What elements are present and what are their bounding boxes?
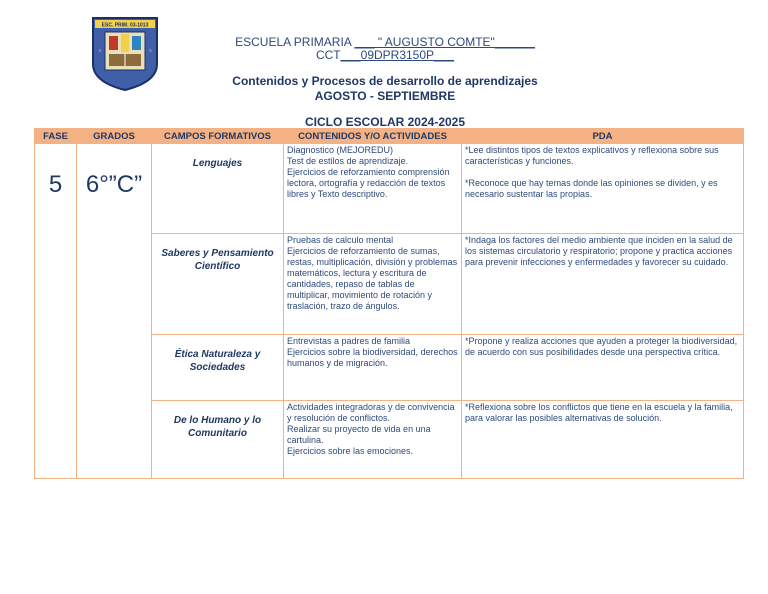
cct-value: 09DPR3150P <box>360 48 435 62</box>
school-label: ESCUELA PRIMARIA <box>235 35 355 49</box>
table-header-row <box>35 129 744 144</box>
planning-table <box>34 128 744 479</box>
grado-cell <box>77 144 152 479</box>
svg-text:S: S <box>149 48 152 53</box>
campo-cell: Saberes y Pensamiento Científico <box>152 234 284 335</box>
school-crest-logo <box>91 16 159 92</box>
header-contenidos: CONTENIDOS Y/O ACTIVIDADES <box>284 129 462 144</box>
school-name-line: ESCUELA PRIMARIA ___ " AUGUSTO COMTE"______ <box>235 35 535 49</box>
contenidos-cell: Entrevistas a padres de familia Ejercicios sobre la biodiversidad, derechos humanos y de migración. <box>284 335 462 401</box>
header-pda: PDA <box>462 129 744 144</box>
pda-cell: *Lee distintos tipos de textos explicativos y reflexiona sobre sus características y funciones. *Reconoce que hay temas donde las opiniones se dividen, y es necesario sustentar las propias. <box>462 144 744 234</box>
grado-value: 6°”C” <box>85 171 143 198</box>
fase-value: 5 <box>48 171 63 198</box>
pda-cell: *Propone y realiza acciones que ayuden a proteger la biodiversidad, de acuerdo con sus posibilidades desde una perspectiva crítica. <box>462 335 744 401</box>
campo-cell: De lo Humano y lo Comunitario <box>152 401 284 479</box>
pda-cell: *Indaga los factores del medio ambiente que inciden en la salud de los sistemas circulatorio y respiratorio; propone y practica acciones para prevenir infecciones y enfermedades y favorecer su cuidado. <box>462 234 744 335</box>
table-row <box>35 144 744 234</box>
contenidos-cell: Diagnostico (MEJOREDU) Test de estilos de aprendizaje. Ejercicios de reforzamiento comprensión lectora, ortografía y redacción de textos libres y Texto descriptivo. <box>284 144 462 234</box>
contenidos-cell: Pruebas de calculo mental Ejercicios de reforzamiento de sumas, restas, multiplicación, división y problemas matemáticos, lectura y escritura de cantidades, repaso de tablas de multiplicar, movimiento de rotación y traslación, trazo de ángulos. <box>284 234 462 335</box>
cct-line: CCT___09DPR3150P___ <box>315 48 455 62</box>
campo-cell: Ética Naturaleza y Sociedades <box>152 335 284 401</box>
header-campos: CAMPOS FORMATIVOS <box>152 129 284 144</box>
campo-cell: Lenguajes <box>152 144 284 234</box>
fase-cell <box>35 144 77 479</box>
document-subtitle: Contenidos y Procesos de desarrollo de aprendizajes <box>232 74 538 88</box>
header-fase: FASE <box>35 129 77 144</box>
school-name: " AUGUSTO COMTE" <box>377 35 495 49</box>
svg-text:E: E <box>99 48 102 53</box>
header-grados: GRADOS <box>77 129 152 144</box>
school-cycle: CICLO ESCOLAR 2024-2025 <box>304 115 466 129</box>
pda-cell: *Reflexiona sobre los conflictos que tiene en la escuela y la familia, para valorar las posibles alternativas de solución. <box>462 401 744 479</box>
document-period: AGOSTO - SEPTIEMBRE <box>314 89 456 103</box>
cct-label: CCT <box>315 48 341 62</box>
svg-text:ESC. PRIM. 03-1013: ESC. PRIM. 03-1013 <box>101 22 149 29</box>
contenidos-cell: Actividades integradoras y de convivencia y resolución de conflictos. Realizar su proyecto de vida en una cartulina. Ejercicios sobre las emociones. <box>284 401 462 479</box>
